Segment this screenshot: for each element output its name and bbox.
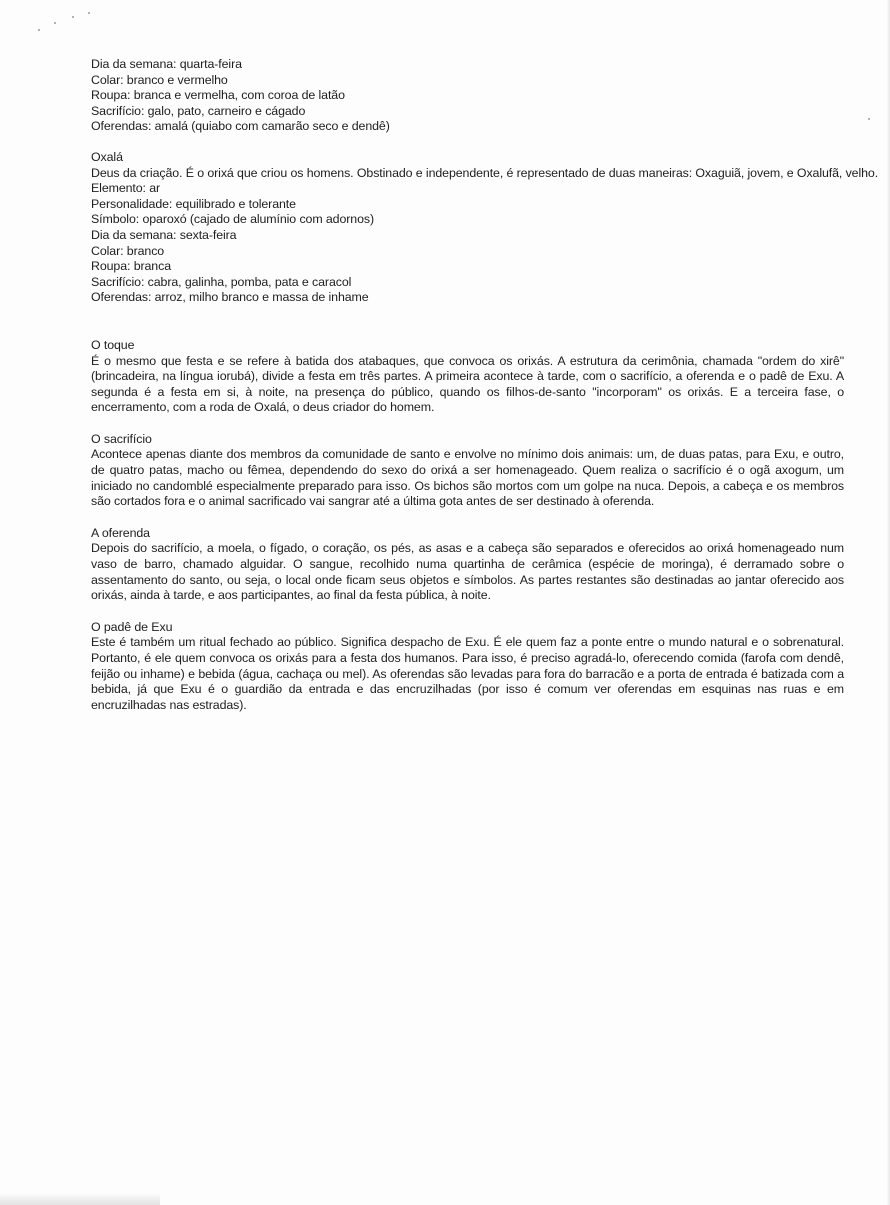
section-heading: Oxalá [91, 149, 123, 164]
document-body [91, 57, 879, 713]
attribute-line: Oferendas: arroz, milho branco e massa de inhame [91, 290, 369, 305]
scan-speck [54, 22, 56, 24]
section-paragraph: Depois do sacrifício, a moela, o fígado, o coração, os pés, as asas e a cabeça são separados e oferecidos ao orixá homenageado num vaso de barro, chamado alguidar. O sangue, recolhido numa quartinha de cerâmica (espécie de moringa), é derramado sobre o assentamento do santo, ou seja, o local onde ficam seus objetos e símbolos. As partes restantes são destinadas ao jantar oferecido aos orixás, ainda à tarde, e aos participantes, ao final da festa pública, à noite. [91, 541, 844, 603]
attribute-line: Sacrifício: galo, pato, carneiro e cágado [91, 103, 306, 118]
section-heading: O padê de Exu [91, 619, 173, 634]
section-paragraph: É o mesmo que festa e se refere à batida dos atabaques, que convoca os orixás. A estrutura da cerimônia, chamada "ordem do xirê" (brincadeira, na língua iorubá), divide a festa em três partes. A primeira acontece à tarde, com o sacrifício, a oferenda e o padê de Exu. A segunda é a festa em si, à noite, na presença do público, quando os filhos-de-santo "incorporam" os orixás. E a terceira fase, o encerramento, com a roda de Oxalá, o deus criador do homem. [91, 353, 844, 415]
section-sacrificio [91, 432, 844, 510]
scan-speck [38, 29, 40, 31]
scan-speck [88, 12, 90, 14]
section-pade-de-exu [91, 620, 844, 714]
attribute-line: Roupa: branca e vermelha, com coroa de latão [91, 88, 345, 103]
section-heading: O toque [91, 337, 135, 352]
attribute-line: Oferendas: amalá (quiabo com camarão seco e dendê) [91, 119, 390, 134]
section-oferenda [91, 526, 844, 604]
attribute-line: Símbolo: oparoxó (cajado de alumínio com adornos) [91, 212, 374, 227]
scan-shadow [0, 1193, 160, 1205]
xango-attributes [91, 57, 844, 135]
attribute-line: Personalidade: equilibrado e tolerante [91, 196, 296, 211]
attribute-line: Colar: branco [91, 243, 165, 258]
section-heading: O sacrifício [91, 431, 152, 446]
scan-speck [868, 118, 870, 120]
attribute-line: Elemento: ar [91, 181, 161, 196]
attribute-line: Dia da semana: sexta-feira [91, 227, 237, 242]
attribute-line: Colar: branco e vermelho [91, 72, 228, 87]
section-paragraph: Este é também um ritual fechado ao público. Significa despacho de Exu. É ele quem faz a ponte entre o mundo natural e o sobrenatural. Portanto, é ele quem convoca os orixás para a festa dos humanos. Para isso, é preciso agradá-lo, oferecendo comida (farofa com dendê, feijão ou inhame) e bebida (água, cachaça ou mel). As oferendas são levadas para fora do barracão e a porta de entrada é batizada com a bebida, já que Exu é o guardião da entrada e das encruzilhadas (por isso é comum ver oferendas em esquinas nas ruas e em encruzilhadas nas estradas). [91, 635, 844, 712]
section-heading: A oferenda [91, 525, 150, 540]
section-oxala [91, 149, 879, 306]
section-paragraph: Acontece apenas diante dos membros da comunidade de santo e envolve no mínimo dois animais: um, de duas patas, para Exu, e outro, de quatro patas, macho ou fêmea, dependendo do sexo do orixá a ser homenageado. Quem realiza o sacrifício é o ogã axogum, um iniciado no candomblé especialmente preparado para isso. Os bichos são mortos com um golpe na nuca. Depois, a cabeça e os membros são cortados fora e o animal sacrificado vai sangrar até a última gota antes de ser destinado à oferenda. [91, 447, 844, 509]
scan-speck [72, 16, 74, 18]
section-toque [91, 338, 844, 416]
attribute-line: Dia da semana: quarta-feira [91, 57, 242, 71]
attribute-line: Roupa: branca [91, 259, 171, 274]
attribute-line: Deus da criação. É o orixá que criou os homens. Obstinado e independente, é representado de duas maneiras: Oxaguiã, jovem, e Oxalufã, velho. [91, 165, 879, 180]
attribute-line: Sacrifício: cabra, galinha, pomba, pata e caracol [91, 274, 352, 289]
